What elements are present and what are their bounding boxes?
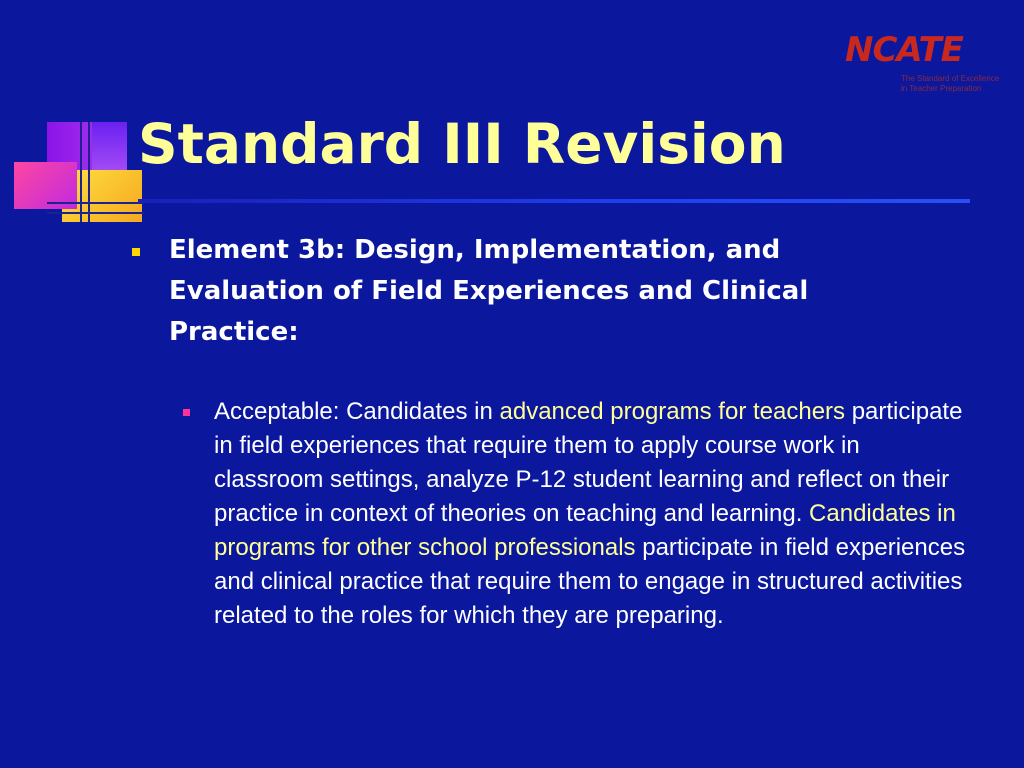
violet-square — [92, 122, 127, 170]
text-segment: Acceptable: Candidates in — [214, 398, 500, 425]
logo-tagline — [901, 74, 999, 94]
logo-tagline-line1: The Standard of Excellence — [901, 74, 1000, 83]
element-3b-heading: Element 3b: Design, Implementation, and Evaluation of Field Experiences and Clinical Practice: — [169, 235, 809, 347]
text-segment: participate in field experiences that require them to apply course work in classroom settings, analyze P-12 student learning and reflect on their practice in context of theories on teaching and learning. — [214, 398, 963, 527]
grid-line — [47, 202, 144, 204]
grid-line — [88, 122, 90, 222]
square-bullet-icon — [132, 248, 140, 256]
acceptable-description — [214, 395, 974, 633]
ncate-logo — [845, 30, 1024, 100]
logo-tagline-line2: in Teacher Preparation — [901, 84, 982, 93]
square-bullet-icon — [183, 409, 190, 416]
grid-line — [47, 212, 144, 214]
grid-line — [80, 122, 82, 222]
highlighted-text: advanced programs for teachers — [499, 398, 846, 425]
logo-wordmark: NCATE — [845, 30, 963, 70]
text-segment: participate in field experiences and clinical practice that require them to engage in structured activities related to the roles for which they are preparing. — [214, 534, 966, 629]
title-underline — [138, 199, 970, 203]
slide-title: Standard III Revision — [138, 112, 786, 176]
highlighted-text: Candidates in programs for other school professionals — [214, 500, 956, 561]
